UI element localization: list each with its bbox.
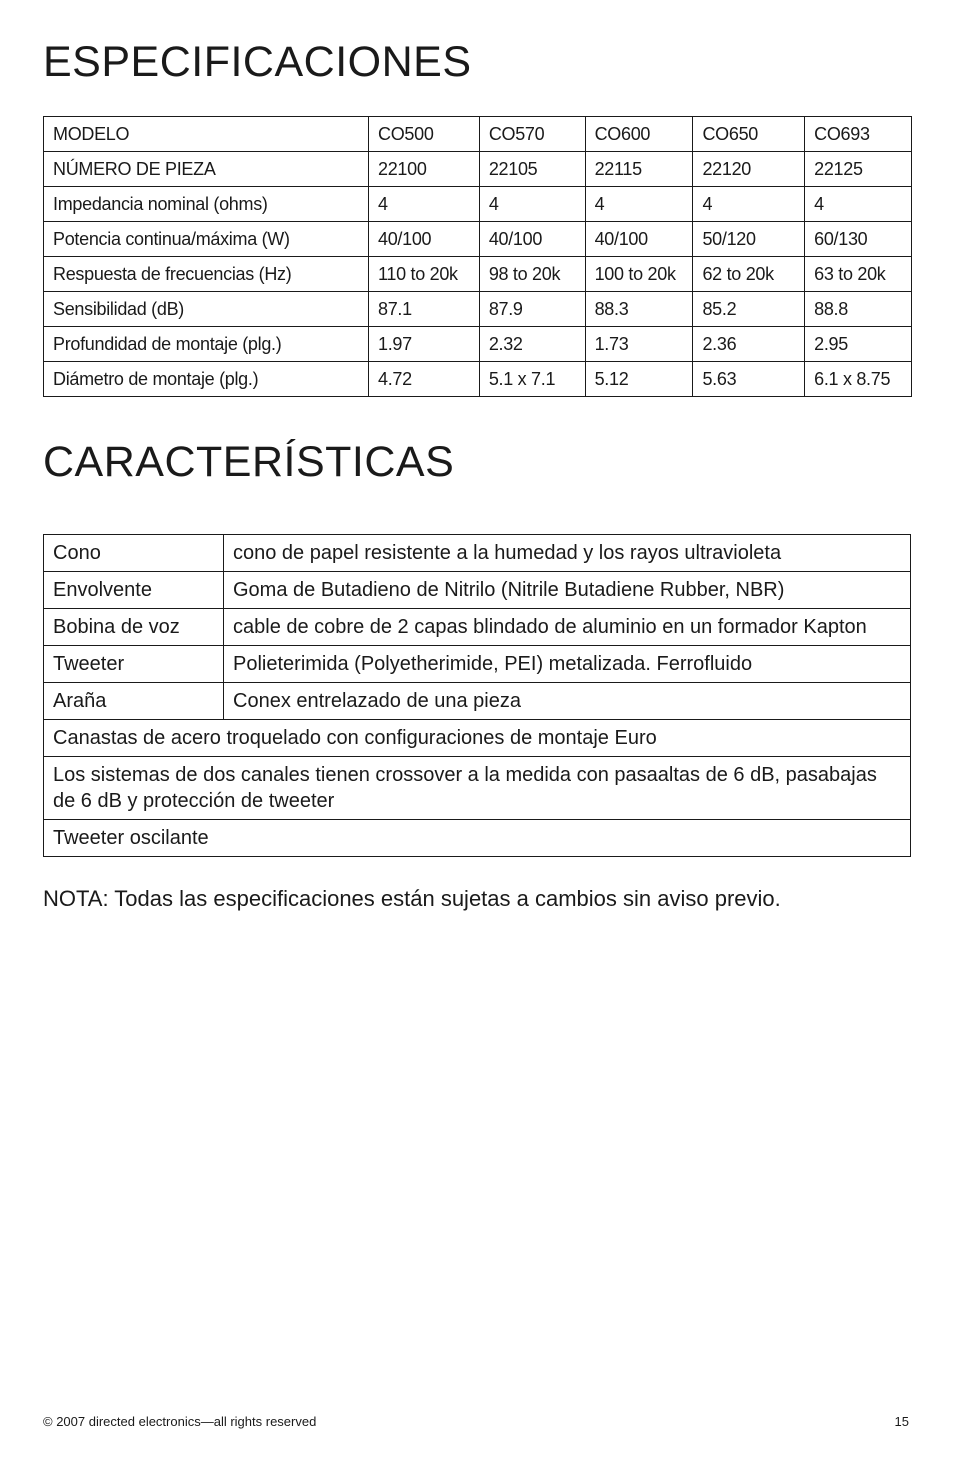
spec-row <box>44 222 912 257</box>
feature-value: Goma de Butadieno de Nitrilo (Nitrile Butadiene Rubber, NBR) <box>224 572 911 609</box>
spec-cell: 40/100 <box>369 222 480 257</box>
spec-cell: 4 <box>585 187 693 222</box>
feature-row-full <box>44 820 911 857</box>
spec-cell: 40/100 <box>585 222 693 257</box>
feature-text: Los sistemas de dos canales tienen crossover a la medida con pasaaltas de 6 dB, pasabajas de 6 dB y protección de tweeter <box>44 757 911 820</box>
spec-cell: 22105 <box>479 152 585 187</box>
feature-row <box>44 535 911 572</box>
feature-label: Envolvente <box>44 572 224 609</box>
spec-cell: 110 to 20k <box>369 257 480 292</box>
spec-cell: 5.12 <box>585 362 693 397</box>
feature-row <box>44 683 911 720</box>
spec-cell: CO500 <box>369 117 480 152</box>
spec-row-label: Respuesta de frecuencias (Hz) <box>44 257 369 292</box>
footer-copyright: © 2007 directed electronics—all rights reserved <box>43 1414 317 1429</box>
spec-cell: 5.63 <box>693 362 805 397</box>
spec-row-label: Diámetro de montaje (plg.) <box>44 362 369 397</box>
spec-cell: 2.32 <box>479 327 585 362</box>
spec-cell: 88.8 <box>805 292 912 327</box>
disclaimer-note: NOTA: Todas las especificaciones están sujetas a cambios sin aviso previo. <box>43 886 781 911</box>
spec-row-label: NÚMERO DE PIEZA <box>44 152 369 187</box>
spec-cell: CO570 <box>479 117 585 152</box>
spec-row-label: Impedancia nominal (ohms) <box>44 187 369 222</box>
spec-cell: 98 to 20k <box>479 257 585 292</box>
spec-cell: 40/100 <box>479 222 585 257</box>
feature-value: Polieterimida (Polyetherimide, PEI) metalizada. Ferrofluido <box>224 646 911 683</box>
spec-cell: 88.3 <box>585 292 693 327</box>
page-title-specifications: ESPECIFICACIONES <box>43 38 472 86</box>
spec-cell: 22125 <box>805 152 912 187</box>
feature-row-full <box>44 757 911 820</box>
spec-cell: 2.95 <box>805 327 912 362</box>
section-title-features: CARACTERÍSTICAS <box>43 438 455 486</box>
spec-row <box>44 292 912 327</box>
feature-value: cono de papel resistente a la humedad y los rayos ultravioleta <box>224 535 911 572</box>
feature-text: Tweeter oscilante <box>44 820 911 857</box>
features-table <box>43 534 911 857</box>
spec-cell: 22100 <box>369 152 480 187</box>
spec-cell: 4 <box>693 187 805 222</box>
footer-page-number: 15 <box>894 1414 909 1429</box>
feature-row <box>44 646 911 683</box>
feature-label: Tweeter <box>44 646 224 683</box>
spec-cell: CO650 <box>693 117 805 152</box>
feature-value: Conex entrelazado de una pieza <box>224 683 911 720</box>
feature-text: Canastas de acero troquelado con configuraciones de montaje Euro <box>44 720 911 757</box>
spec-row <box>44 362 912 397</box>
spec-cell: 4 <box>369 187 480 222</box>
spec-cell: 2.36 <box>693 327 805 362</box>
spec-cell: 6.1 x 8.75 <box>805 362 912 397</box>
spec-row-label: MODELO <box>44 117 369 152</box>
feature-label: Araña <box>44 683 224 720</box>
spec-cell: CO600 <box>585 117 693 152</box>
spec-cell: 1.73 <box>585 327 693 362</box>
spec-cell: 5.1 x 7.1 <box>479 362 585 397</box>
spec-cell: 62 to 20k <box>693 257 805 292</box>
spec-cell: 60/130 <box>805 222 912 257</box>
feature-label: Cono <box>44 535 224 572</box>
spec-row-label: Potencia continua/máxima (W) <box>44 222 369 257</box>
spec-cell: 22115 <box>585 152 693 187</box>
spec-row <box>44 257 912 292</box>
spec-cell: 87.1 <box>369 292 480 327</box>
spec-cell: 87.9 <box>479 292 585 327</box>
feature-label: Bobina de voz <box>44 609 224 646</box>
spec-row-label: Sensibilidad (dB) <box>44 292 369 327</box>
spec-cell: 4 <box>805 187 912 222</box>
spec-cell: 4 <box>479 187 585 222</box>
spec-cell: 100 to 20k <box>585 257 693 292</box>
features-table-body <box>44 535 911 857</box>
feature-value: cable de cobre de 2 capas blindado de aluminio en un formador Kapton <box>224 609 911 646</box>
spec-header-row <box>44 117 912 152</box>
spec-cell: 1.97 <box>369 327 480 362</box>
specifications-table <box>43 116 912 397</box>
spec-cell: CO693 <box>805 117 912 152</box>
spec-cell: 63 to 20k <box>805 257 912 292</box>
feature-row <box>44 609 911 646</box>
spec-row <box>44 187 912 222</box>
spec-row <box>44 327 912 362</box>
spec-cell: 22120 <box>693 152 805 187</box>
feature-row-full <box>44 720 911 757</box>
spec-cell: 85.2 <box>693 292 805 327</box>
spec-cell: 4.72 <box>369 362 480 397</box>
feature-row <box>44 572 911 609</box>
spec-row <box>44 152 912 187</box>
spec-row-label: Profundidad de montaje (plg.) <box>44 327 369 362</box>
spec-cell: 50/120 <box>693 222 805 257</box>
specifications-table-body <box>44 117 912 397</box>
